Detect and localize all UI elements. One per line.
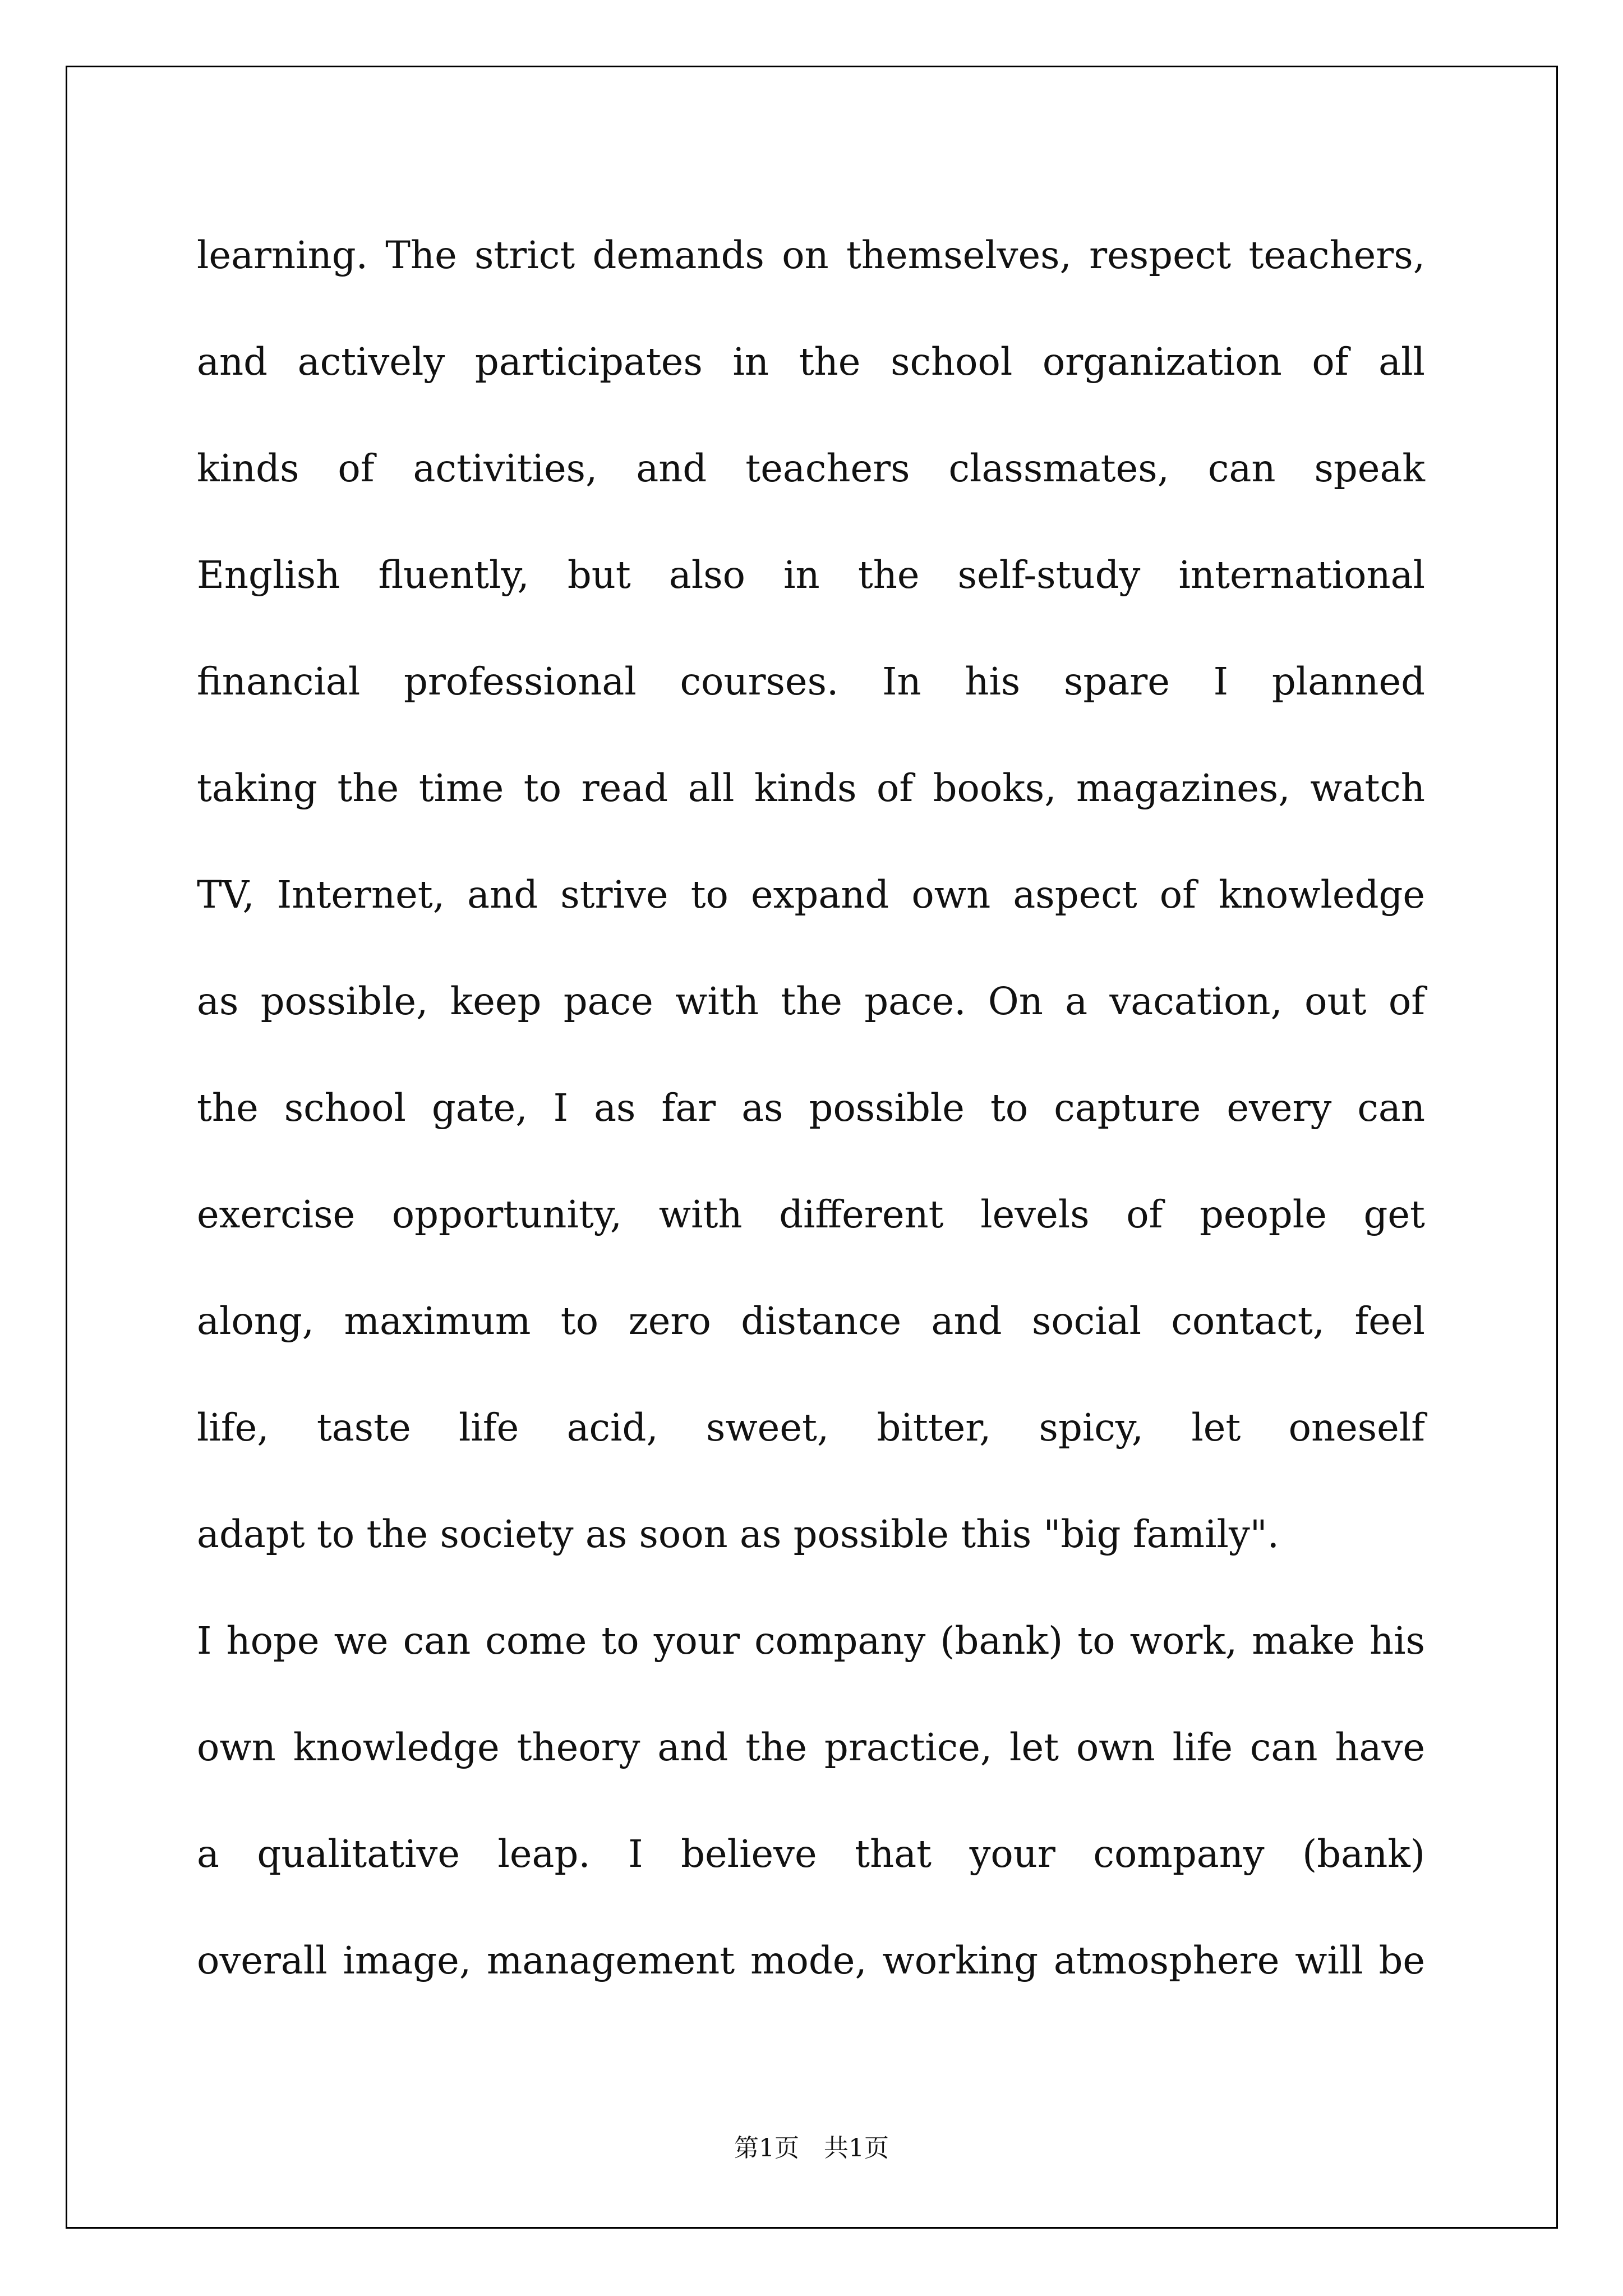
body-line: own knowledge theory and the practice, let own life can have (197, 1726, 1425, 1769)
body-line: TV, Internet, and strive to expand own aspect of knowledge (197, 873, 1425, 917)
page-number-footer: 第1页 共1页 (734, 2134, 889, 2162)
body-line: learning. The strict demands on themselves, respect teachers, (197, 233, 1425, 277)
body-line: taking the time to read all kinds of books, magazines, watch (197, 766, 1425, 810)
body-line: financial professional courses. In his spare I planned (197, 660, 1425, 703)
body-line: adapt to the society as soon as possible this "big family". (197, 1512, 1279, 1556)
body-line: I hope we can come to your company (bank) to work, make his (197, 1619, 1425, 1663)
body-line: along, maximum to zero distance and social contact, feel (197, 1299, 1425, 1343)
body-line: life, taste life acid, sweet, bitter, spicy, let oneself (197, 1406, 1425, 1450)
body-line: overall image, management mode, working atmosphere will be (197, 1939, 1425, 1982)
body-line: exercise opportunity, with different levels of people get (197, 1193, 1425, 1236)
body-line: English fluently, but also in the self-study international (197, 553, 1425, 597)
document-body (197, 202, 1425, 2014)
body-line: as possible, keep pace with the pace. On a vacation, out of (197, 979, 1425, 1023)
body-line: kinds of activities, and teachers classmates, can speak (197, 447, 1425, 490)
body-line: the school gate, I as far as possible to capture every can (197, 1086, 1425, 1130)
body-line: and actively participates in the school organization of all (197, 340, 1425, 384)
body-line: a qualitative leap. I believe that your company (bank) (197, 1832, 1425, 1876)
